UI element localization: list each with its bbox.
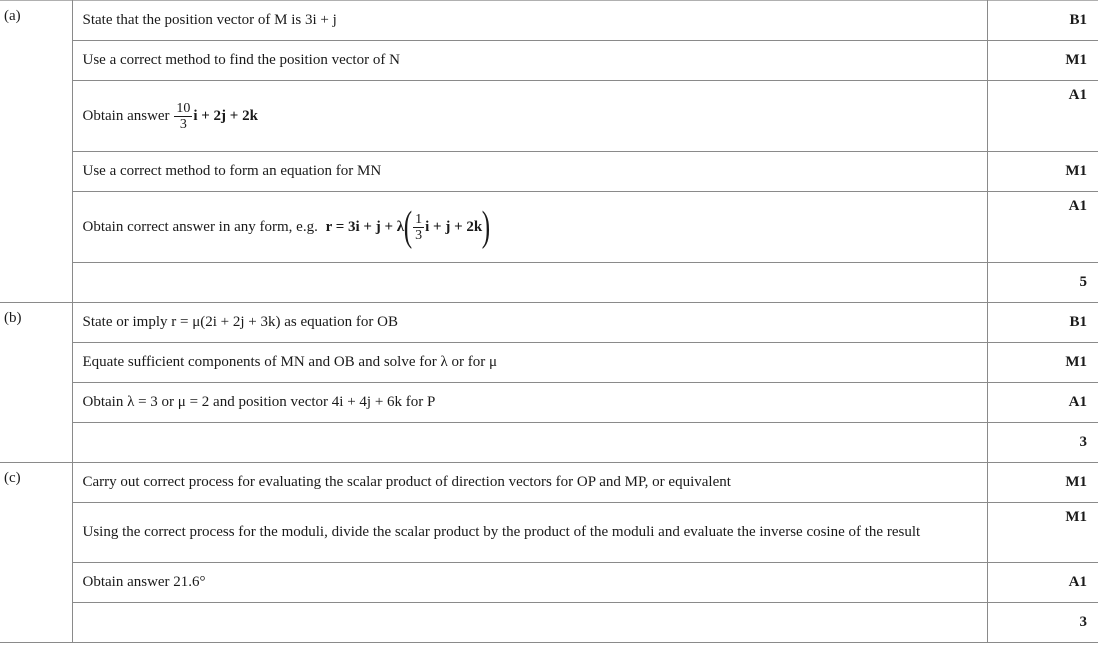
mark-code: B1 <box>987 303 1098 343</box>
step-text-wrapped: Using the correct process for the moduli, divide the scalar product by the product of the moduli and evaluate the inverse cosine of the result <box>82 524 921 540</box>
table-row <box>0 383 1098 423</box>
table-row <box>0 563 1098 603</box>
fraction-numerator: 10 <box>176 100 191 116</box>
step-text: Equate sufficient components of MN and OB and solve for λ or for μ <box>72 343 987 383</box>
step-text: Obtain λ = 3 or μ = 2 and position vector 4i + 4j + 6k for P <box>72 383 987 423</box>
step-text: State or imply r = μ(2i + 2j + 3k) as equation for OB <box>72 303 987 343</box>
table-row <box>0 603 1098 643</box>
step-math <box>72 81 987 152</box>
step-prefix: Obtain correct answer in any form, e.g. <box>82 218 318 235</box>
fraction-denominator: 3 <box>179 116 187 132</box>
table-row <box>0 263 1098 303</box>
mark-code: M1 <box>987 503 1098 563</box>
step-prefix: Obtain answer <box>82 107 170 124</box>
step-text: Obtain answer 21.6° <box>72 563 987 603</box>
empty-cell <box>72 263 987 303</box>
empty-cell <box>72 423 987 463</box>
mark-code: A1 <box>987 563 1098 603</box>
mark-code: M1 <box>987 343 1098 383</box>
right-paren: ) <box>482 204 491 250</box>
table-row <box>0 41 1098 81</box>
part-label-a: (a) <box>0 1 72 303</box>
table-row <box>0 503 1098 563</box>
step-text: Carry out correct process for evaluating the scalar product of direction vectors for OP and MP, or equivalent <box>72 463 987 503</box>
left-paren: ( <box>403 204 413 250</box>
step-text: Use a correct method to find the position vector of N <box>72 41 987 81</box>
mark-code: A1 <box>987 383 1098 423</box>
mark-code: M1 <box>987 463 1098 503</box>
table-row <box>0 463 1098 503</box>
empty-cell <box>72 603 987 643</box>
table-row <box>0 81 1098 152</box>
fraction-numerator: 1 <box>415 211 423 227</box>
table-row <box>0 343 1098 383</box>
equation-tail: i + j + 2k <box>425 218 483 235</box>
fraction <box>413 212 424 243</box>
table-row <box>0 303 1098 343</box>
step-math <box>72 192 987 263</box>
table-row <box>0 1 1098 41</box>
equation-start: r = 3i + j + λ <box>325 218 405 235</box>
step-text: Use a correct method to form an equation for MN <box>72 152 987 192</box>
mark-code: A1 <box>987 192 1098 263</box>
table-row <box>0 423 1098 463</box>
fraction <box>174 101 192 132</box>
part-total: 5 <box>987 263 1098 303</box>
step-text: State that the position vector of M is 3i + j <box>72 1 987 41</box>
fraction-denominator: 3 <box>415 227 423 243</box>
mark-code: M1 <box>987 41 1098 81</box>
part-label-c: (c) <box>0 463 72 643</box>
vector-expression: i + 2j + 2k <box>193 107 258 124</box>
table-row <box>0 192 1098 263</box>
part-total: 3 <box>987 423 1098 463</box>
part-label-b: (b) <box>0 303 72 463</box>
part-total: 3 <box>987 603 1098 643</box>
table-row <box>0 152 1098 192</box>
mark-code: B1 <box>987 1 1098 41</box>
mark-code: M1 <box>987 152 1098 192</box>
step-text <box>72 503 987 563</box>
mark-code: A1 <box>987 81 1098 152</box>
